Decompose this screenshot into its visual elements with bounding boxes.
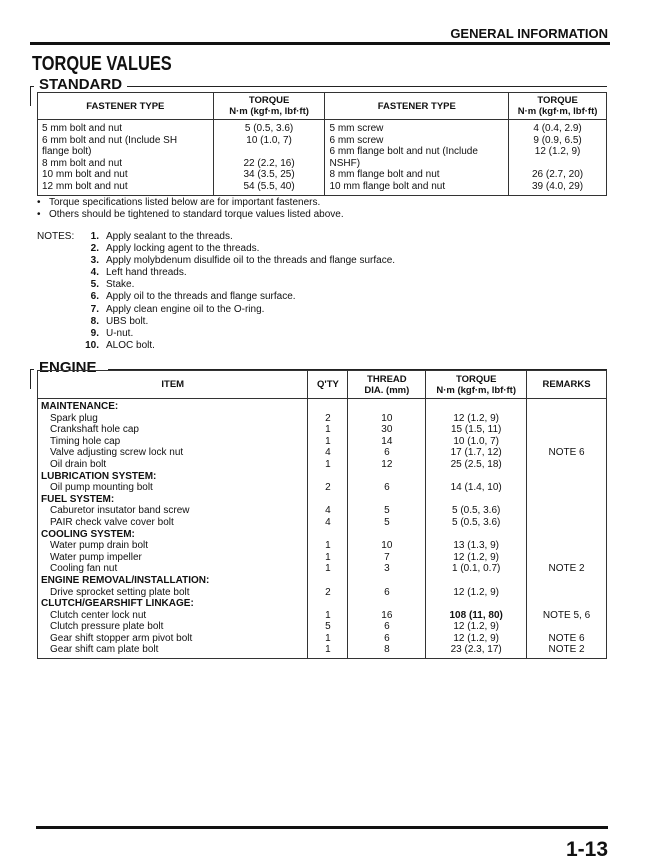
qty-value xyxy=(308,471,348,483)
torque-value: 39 (4.0, 29) xyxy=(509,181,607,195)
torque-value: 23 (2.3, 17) xyxy=(426,644,527,658)
qty-value: 4 xyxy=(308,505,348,517)
item-name: Oil drain bolt xyxy=(38,459,308,471)
note-number: 7. xyxy=(90,303,99,315)
note-item xyxy=(37,231,395,243)
item-name: Caburetor insutator band screw xyxy=(38,505,308,517)
note-number: 4. xyxy=(90,267,99,279)
remarks-value: NOTE 2 xyxy=(527,563,607,575)
fastener-type: 6 mm flange bolt and nut (Include xyxy=(325,146,509,158)
table-row xyxy=(38,135,607,147)
bullet-list xyxy=(37,197,344,221)
thread-dia-value: 3 xyxy=(348,563,426,575)
category-row xyxy=(38,598,607,610)
qty-value: 1 xyxy=(308,459,348,471)
qty-value xyxy=(308,494,348,506)
note-text: Apply sealant to the threads. xyxy=(106,231,233,242)
table-row xyxy=(38,146,607,158)
table-row xyxy=(38,413,607,425)
thread-dia-value: 6 xyxy=(348,621,426,633)
qty-value xyxy=(308,399,348,413)
fastener-type: 5 mm screw xyxy=(325,120,509,135)
bullet-item: • Others should be tightened to standard torque values listed above. xyxy=(37,209,344,221)
thread-dia-value: 16 xyxy=(348,610,426,622)
col-torque xyxy=(213,93,325,120)
item-name: Drive sprocket setting plate bolt xyxy=(38,587,308,599)
qty-value: 1 xyxy=(308,424,348,436)
table-row xyxy=(38,158,607,170)
torque-value: 10 (1.0, 7) xyxy=(426,436,527,448)
thread-dia-value xyxy=(348,399,426,413)
category-row xyxy=(38,471,607,483)
note-number: 9. xyxy=(90,327,99,339)
qty-value: 2 xyxy=(308,587,348,599)
remarks-value xyxy=(527,482,607,494)
engine-header-row xyxy=(38,371,607,399)
engine-torque-table xyxy=(37,370,607,659)
remarks-value xyxy=(527,399,607,413)
torque-value: 12 (1.2, 9) xyxy=(426,413,527,425)
thread-dia-value: 12 xyxy=(348,459,426,471)
qty-value: 1 xyxy=(308,610,348,622)
col-torque xyxy=(509,93,607,120)
remarks-value xyxy=(527,413,607,425)
item-name: FUEL SYSTEM: xyxy=(38,494,308,506)
qty-value xyxy=(308,598,348,610)
category-row xyxy=(38,575,607,587)
thread-dia-value: 10 xyxy=(348,413,426,425)
col-label: TORQUE xyxy=(248,95,290,106)
thread-dia-value: 6 xyxy=(348,633,426,645)
remarks-value xyxy=(527,529,607,541)
notes-list xyxy=(37,231,395,352)
table-row xyxy=(38,181,607,195)
note-number: 10. xyxy=(85,339,99,351)
note-number: 1. xyxy=(90,231,99,242)
header-rule xyxy=(30,42,610,45)
thread-dia-value: 30 xyxy=(348,424,426,436)
col-label: THREAD xyxy=(367,373,407,385)
note-text: Apply molybdenum disulfide oil to the threads and flange surface. xyxy=(106,255,396,267)
table-row xyxy=(38,552,607,564)
table-row xyxy=(38,610,607,622)
table-row xyxy=(38,482,607,494)
table-row xyxy=(38,540,607,552)
table-row xyxy=(38,120,607,135)
torque-value xyxy=(426,598,527,610)
section-header: GENERAL INFORMATION xyxy=(450,26,608,41)
category-row xyxy=(38,399,607,413)
table-row xyxy=(38,505,607,517)
engine-frame-tick xyxy=(30,369,31,389)
torque-value: 5 (0.5, 3.6) xyxy=(426,505,527,517)
col-sublabel: N·m (kgf·m, lbf·ft) xyxy=(517,106,598,117)
torque-value xyxy=(426,399,527,413)
page-title: TORQUE VALUES xyxy=(32,53,172,75)
fastener-type: 6 mm screw xyxy=(325,135,509,147)
col-torque xyxy=(426,371,527,399)
torque-value: 12 (1.2, 9) xyxy=(426,621,527,633)
note-number: 5. xyxy=(90,279,99,291)
thread-dia-value: 10 xyxy=(348,540,426,552)
qty-value: 2 xyxy=(308,482,348,494)
torque-value xyxy=(213,146,325,158)
fastener-type: 10 mm flange bolt and nut xyxy=(325,181,509,195)
table-row xyxy=(38,517,607,529)
item-name: ENGINE REMOVAL/INSTALLATION: xyxy=(38,575,308,587)
remarks-value xyxy=(527,494,607,506)
remarks-value: NOTE 6 xyxy=(527,447,607,459)
table-row xyxy=(38,424,607,436)
qty-value: 4 xyxy=(308,447,348,459)
col-label: TORQUE xyxy=(455,373,497,385)
fastener-type: 5 mm bolt and nut xyxy=(38,120,214,135)
note-item xyxy=(37,267,395,279)
qty-value xyxy=(308,575,348,587)
qty-value: 1 xyxy=(308,563,348,575)
note-number: 3. xyxy=(90,255,99,267)
col-fastener-type xyxy=(325,93,509,120)
item-name: MAINTENANCE: xyxy=(38,399,308,413)
engine-section-label: ENGINE xyxy=(34,359,102,376)
table-row xyxy=(38,169,607,181)
note-item xyxy=(37,255,395,267)
thread-dia-value: 5 xyxy=(348,505,426,517)
remarks-value xyxy=(527,459,607,471)
torque-value: 12 (1.2, 9) xyxy=(426,587,527,599)
remarks-value xyxy=(527,540,607,552)
fastener-type: 10 mm bolt and nut xyxy=(38,169,214,181)
thread-dia-value: 6 xyxy=(348,482,426,494)
qty-value: 2 xyxy=(308,413,348,425)
note-item xyxy=(37,340,395,352)
remarks-value xyxy=(527,575,607,587)
note-text: UBS bolt. xyxy=(106,315,149,327)
item-name: Spark plug xyxy=(38,413,308,425)
torque-value xyxy=(426,494,527,506)
note-item xyxy=(37,304,395,316)
footer-rule xyxy=(36,826,608,829)
torque-value: 5 (0.5, 3.6) xyxy=(213,120,325,135)
torque-value: 9 (0.9, 6.5) xyxy=(509,135,607,147)
table-row xyxy=(38,459,607,471)
col-label: FASTENER TYPE xyxy=(86,100,165,112)
torque-value: 12 (1.2, 9) xyxy=(509,146,607,158)
note-item xyxy=(37,243,395,255)
torque-value: 10 (1.0, 7) xyxy=(213,135,325,147)
engine-table-body xyxy=(38,399,607,659)
col-sublabel: N·m (kgf·m, lbf·ft) xyxy=(436,384,517,396)
note-text: Apply clean engine oil to the O-ring. xyxy=(106,303,265,315)
col-label: TORQUE xyxy=(537,95,578,106)
torque-value: 12 (1.2, 9) xyxy=(426,552,527,564)
item-name: LUBRICATION SYSTEM: xyxy=(38,471,308,483)
qty-value: 1 xyxy=(308,644,348,658)
item-name: Cooling fan nut xyxy=(38,563,308,575)
item-name: Valve adjusting screw lock nut xyxy=(38,447,308,459)
notes-label: NOTES: xyxy=(37,231,75,242)
torque-value: 54 (5.5, 40) xyxy=(213,181,325,195)
remarks-value xyxy=(527,587,607,599)
standard-torque-table xyxy=(37,92,607,196)
qty-value xyxy=(308,529,348,541)
col-label: FASTENER TYPE xyxy=(377,100,456,112)
qty-value: 1 xyxy=(308,552,348,564)
thread-dia-value: 5 xyxy=(348,517,426,529)
table-row xyxy=(38,436,607,448)
col-sublabel: N·m (kgf·m, lbf·ft) xyxy=(229,106,309,117)
torque-value: 5 (0.5, 3.6) xyxy=(426,517,527,529)
note-text: Apply locking agent to the threads. xyxy=(106,243,260,255)
note-text: U-nut. xyxy=(106,327,134,339)
col-sublabel: DIA. (mm) xyxy=(364,384,410,396)
fastener-type: 8 mm flange bolt and nut xyxy=(325,169,509,181)
item-name: Water pump impeller xyxy=(38,552,308,564)
torque-value: 26 (2.7, 20) xyxy=(509,169,607,181)
col-fastener-type xyxy=(38,93,214,120)
item-name: Timing hole cap xyxy=(38,436,308,448)
thread-dia-value: 7 xyxy=(348,552,426,564)
item-name: Oil pump mounting bolt xyxy=(38,482,308,494)
torque-value: 4 (0.4, 2.9) xyxy=(509,120,607,135)
note-item xyxy=(37,328,395,340)
remarks-value xyxy=(527,552,607,564)
torque-value: 25 (2.5, 18) xyxy=(426,459,527,471)
note-number: 6. xyxy=(90,291,99,303)
torque-value xyxy=(426,575,527,587)
item-name: Clutch pressure plate bolt xyxy=(38,621,308,633)
table-row xyxy=(38,644,607,658)
torque-value xyxy=(426,529,527,541)
standard-header-row xyxy=(38,93,607,120)
note-item xyxy=(37,279,395,291)
remarks-value xyxy=(527,424,607,436)
remarks-value: NOTE 2 xyxy=(527,644,607,658)
col-qty: Q'TY xyxy=(308,371,348,399)
standard-frame-line xyxy=(120,86,607,87)
torque-value: 1 (0.1, 0.7) xyxy=(426,563,527,575)
qty-value: 1 xyxy=(308,436,348,448)
torque-value: 108 (11, 80) xyxy=(426,610,527,622)
category-row xyxy=(38,529,607,541)
note-text: Apply oil to the threads and flange surface. xyxy=(106,291,296,303)
item-name: Gear shift cam plate bolt xyxy=(38,644,308,658)
torque-value: 13 (1.3, 9) xyxy=(426,540,527,552)
thread-dia-value xyxy=(348,529,426,541)
category-row xyxy=(38,494,607,506)
thread-dia-value xyxy=(348,575,426,587)
torque-value xyxy=(426,471,527,483)
fastener-type: 6 mm bolt and nut (Include SH xyxy=(38,135,214,147)
note-number: 8. xyxy=(90,315,99,327)
torque-value: 14 (1.4, 10) xyxy=(426,482,527,494)
torque-value: 34 (3.5, 25) xyxy=(213,169,325,181)
item-name: Clutch center lock nut xyxy=(38,610,308,622)
torque-value: 12 (1.2, 9) xyxy=(426,633,527,645)
remarks-value: NOTE 5, 6 xyxy=(527,610,607,622)
page-number: 1-13 xyxy=(565,838,608,861)
remarks-value xyxy=(527,436,607,448)
table-row xyxy=(38,621,607,633)
qty-value: 1 xyxy=(308,633,348,645)
qty-value: 1 xyxy=(308,540,348,552)
remarks-value xyxy=(527,621,607,633)
item-name: Gear shift stopper arm pivot bolt xyxy=(38,633,308,645)
thread-dia-value: 6 xyxy=(348,587,426,599)
table-row xyxy=(38,633,607,645)
table-row xyxy=(38,563,607,575)
fastener-type: NSHF) xyxy=(325,158,509,170)
bullet-item: • Torque specifications listed below are for important fasteners. xyxy=(37,197,344,209)
remarks-value: NOTE 6 xyxy=(527,633,607,645)
thread-dia-value: 6 xyxy=(348,447,426,459)
note-text: ALOC bolt. xyxy=(106,339,155,351)
col-item: ITEM xyxy=(38,371,308,399)
standard-section-label: STANDARD xyxy=(34,76,127,93)
remarks-value xyxy=(527,598,607,610)
thread-dia-value xyxy=(348,494,426,506)
note-item xyxy=(37,291,395,303)
fastener-type: flange bolt) xyxy=(38,146,214,158)
item-name: COOLING SYSTEM: xyxy=(38,529,308,541)
col-thread-dia xyxy=(348,371,426,399)
torque-value: 15 (1.5, 11) xyxy=(426,424,527,436)
fastener-type: 8 mm bolt and nut xyxy=(38,158,214,170)
col-remarks: REMARKS xyxy=(527,371,607,399)
torque-value xyxy=(509,158,607,170)
remarks-value xyxy=(527,505,607,517)
qty-value: 4 xyxy=(308,517,348,529)
torque-value: 22 (2.2, 16) xyxy=(213,158,325,170)
note-text: Stake. xyxy=(106,279,135,291)
item-name: Water pump drain bolt xyxy=(38,540,308,552)
table-row xyxy=(38,587,607,599)
standard-frame-tick xyxy=(30,86,31,106)
qty-value: 5 xyxy=(308,621,348,633)
item-name: PAIR check valve cover bolt xyxy=(38,517,308,529)
note-number: 2. xyxy=(90,243,99,255)
item-name: Crankshaft hole cap xyxy=(38,424,308,436)
thread-dia-value xyxy=(348,598,426,610)
item-name: CLUTCH/GEARSHIFT LINKAGE: xyxy=(38,598,308,610)
torque-value: 17 (1.7, 12) xyxy=(426,447,527,459)
thread-dia-value xyxy=(348,471,426,483)
thread-dia-value: 14 xyxy=(348,436,426,448)
note-text: Left hand threads. xyxy=(106,267,187,279)
fastener-type: 12 mm bolt and nut xyxy=(38,181,214,195)
remarks-value xyxy=(527,517,607,529)
thread-dia-value: 8 xyxy=(348,644,426,658)
remarks-value xyxy=(527,471,607,483)
table-row xyxy=(38,447,607,459)
note-item xyxy=(37,316,395,328)
